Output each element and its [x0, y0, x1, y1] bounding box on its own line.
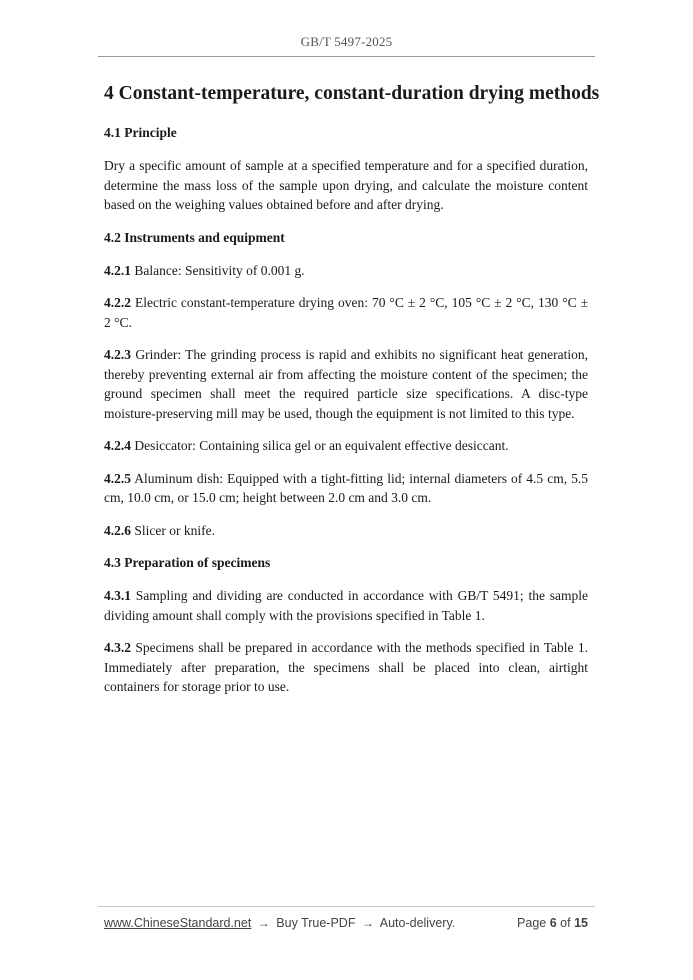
- clause-number: 4.3.2: [104, 640, 131, 655]
- page-current: 6: [549, 916, 557, 930]
- clause-number: 4.2.6: [104, 522, 131, 538]
- arrow-right-icon: →: [257, 916, 270, 930]
- delivery-text: Auto-delivery.: [379, 916, 456, 930]
- section-title: 4 Constant-temperature, constant-duration drying methods: [104, 83, 600, 104]
- clause-4-2-6: [104, 521, 588, 541]
- clause-number: 4.2.2: [104, 295, 131, 310]
- page-indicator: [517, 916, 588, 930]
- site-link[interactable]: www.ChineseStandard.net: [104, 916, 252, 930]
- clause-4-2-2: [104, 293, 588, 332]
- page-footer: [104, 916, 588, 930]
- page-label: Page: [517, 916, 547, 930]
- clause-text: Specimens shall be prepared in accordance with the methods specified in Table 1. Immediately after preparation, the specimens shall be placed into clean, airtight containers for storage prior to use.: [104, 640, 588, 694]
- clause-text: Sampling and dividing are conducted in accordance with GB/T 5491; the sample dividing amount shall comply with the provisions specified in Table 1.: [104, 588, 588, 623]
- buy-pdf-text: Buy True-PDF: [276, 916, 356, 930]
- clause-text: Slicer or knife.: [131, 522, 215, 538]
- clause-text: Electric constant-temperature drying oven: 70 °C ± 2 °C, 105 °C ± 2 °C, 130 °C ± 2 °C.: [104, 295, 588, 330]
- document-code-header: GB/T 5497-2025: [300, 34, 393, 49]
- clause-4-3-2: [104, 638, 588, 697]
- footer-promo: [104, 916, 455, 930]
- clause-text: Desiccator: Containing silica gel or an equivalent effective desiccant.: [131, 438, 509, 453]
- clause-4-3-1: [104, 586, 588, 625]
- clause-text: Aluminum dish: Equipped with a tight-fitting lid; internal diameters of 4.5 cm, 5.5 cm, 10.0 cm, or 15.0 cm; height between 2.0 cm and 3.0 cm.: [104, 470, 588, 505]
- clause-number: 4.2.3: [104, 347, 131, 362]
- clause-number: 4.3.1: [104, 588, 131, 603]
- principle-heading: 4.1 Principle: [104, 125, 177, 140]
- clause-4-2-3: [104, 345, 588, 423]
- clause-number: 4.2.4: [104, 438, 131, 453]
- clause-4-2-1: [104, 261, 588, 281]
- clause-text: Balance: Sensitivity of 0.001 g.: [131, 262, 305, 278]
- clause-number: 4.2.5: [104, 470, 131, 486]
- clause-4-2-4: [104, 436, 588, 456]
- instruments-heading: 4.2 Instruments and equipment: [104, 229, 285, 245]
- clause-text: Grinder: The grinding process is rapid and exhibits no significant heat generation, thereby preventing external air from affecting the moisture content of the specimen; the ground specimen shall meet the required particle size specifications. A disc-type moisture-preserving mill may be used, though the equipment is not limited to this type.: [104, 347, 588, 421]
- clause-4-2-5: [104, 469, 588, 508]
- clause-number: 4.2.1: [104, 262, 131, 278]
- preparation-heading: 4.3 Preparation of specimens: [104, 555, 271, 570]
- arrow-right-icon: →: [361, 916, 374, 930]
- page-content: [104, 80, 600, 697]
- page-of-label: of: [560, 916, 571, 930]
- footer-divider: [98, 906, 595, 907]
- page-total: 15: [574, 916, 588, 930]
- header-divider: [98, 56, 595, 57]
- principle-paragraph: Dry a specific amount of sample at a specified temperature and for a specified duration, determine the mass loss of the sample upon drying, and calculate the moisture content based on the weighing values obtained before and after drying.: [104, 158, 588, 212]
